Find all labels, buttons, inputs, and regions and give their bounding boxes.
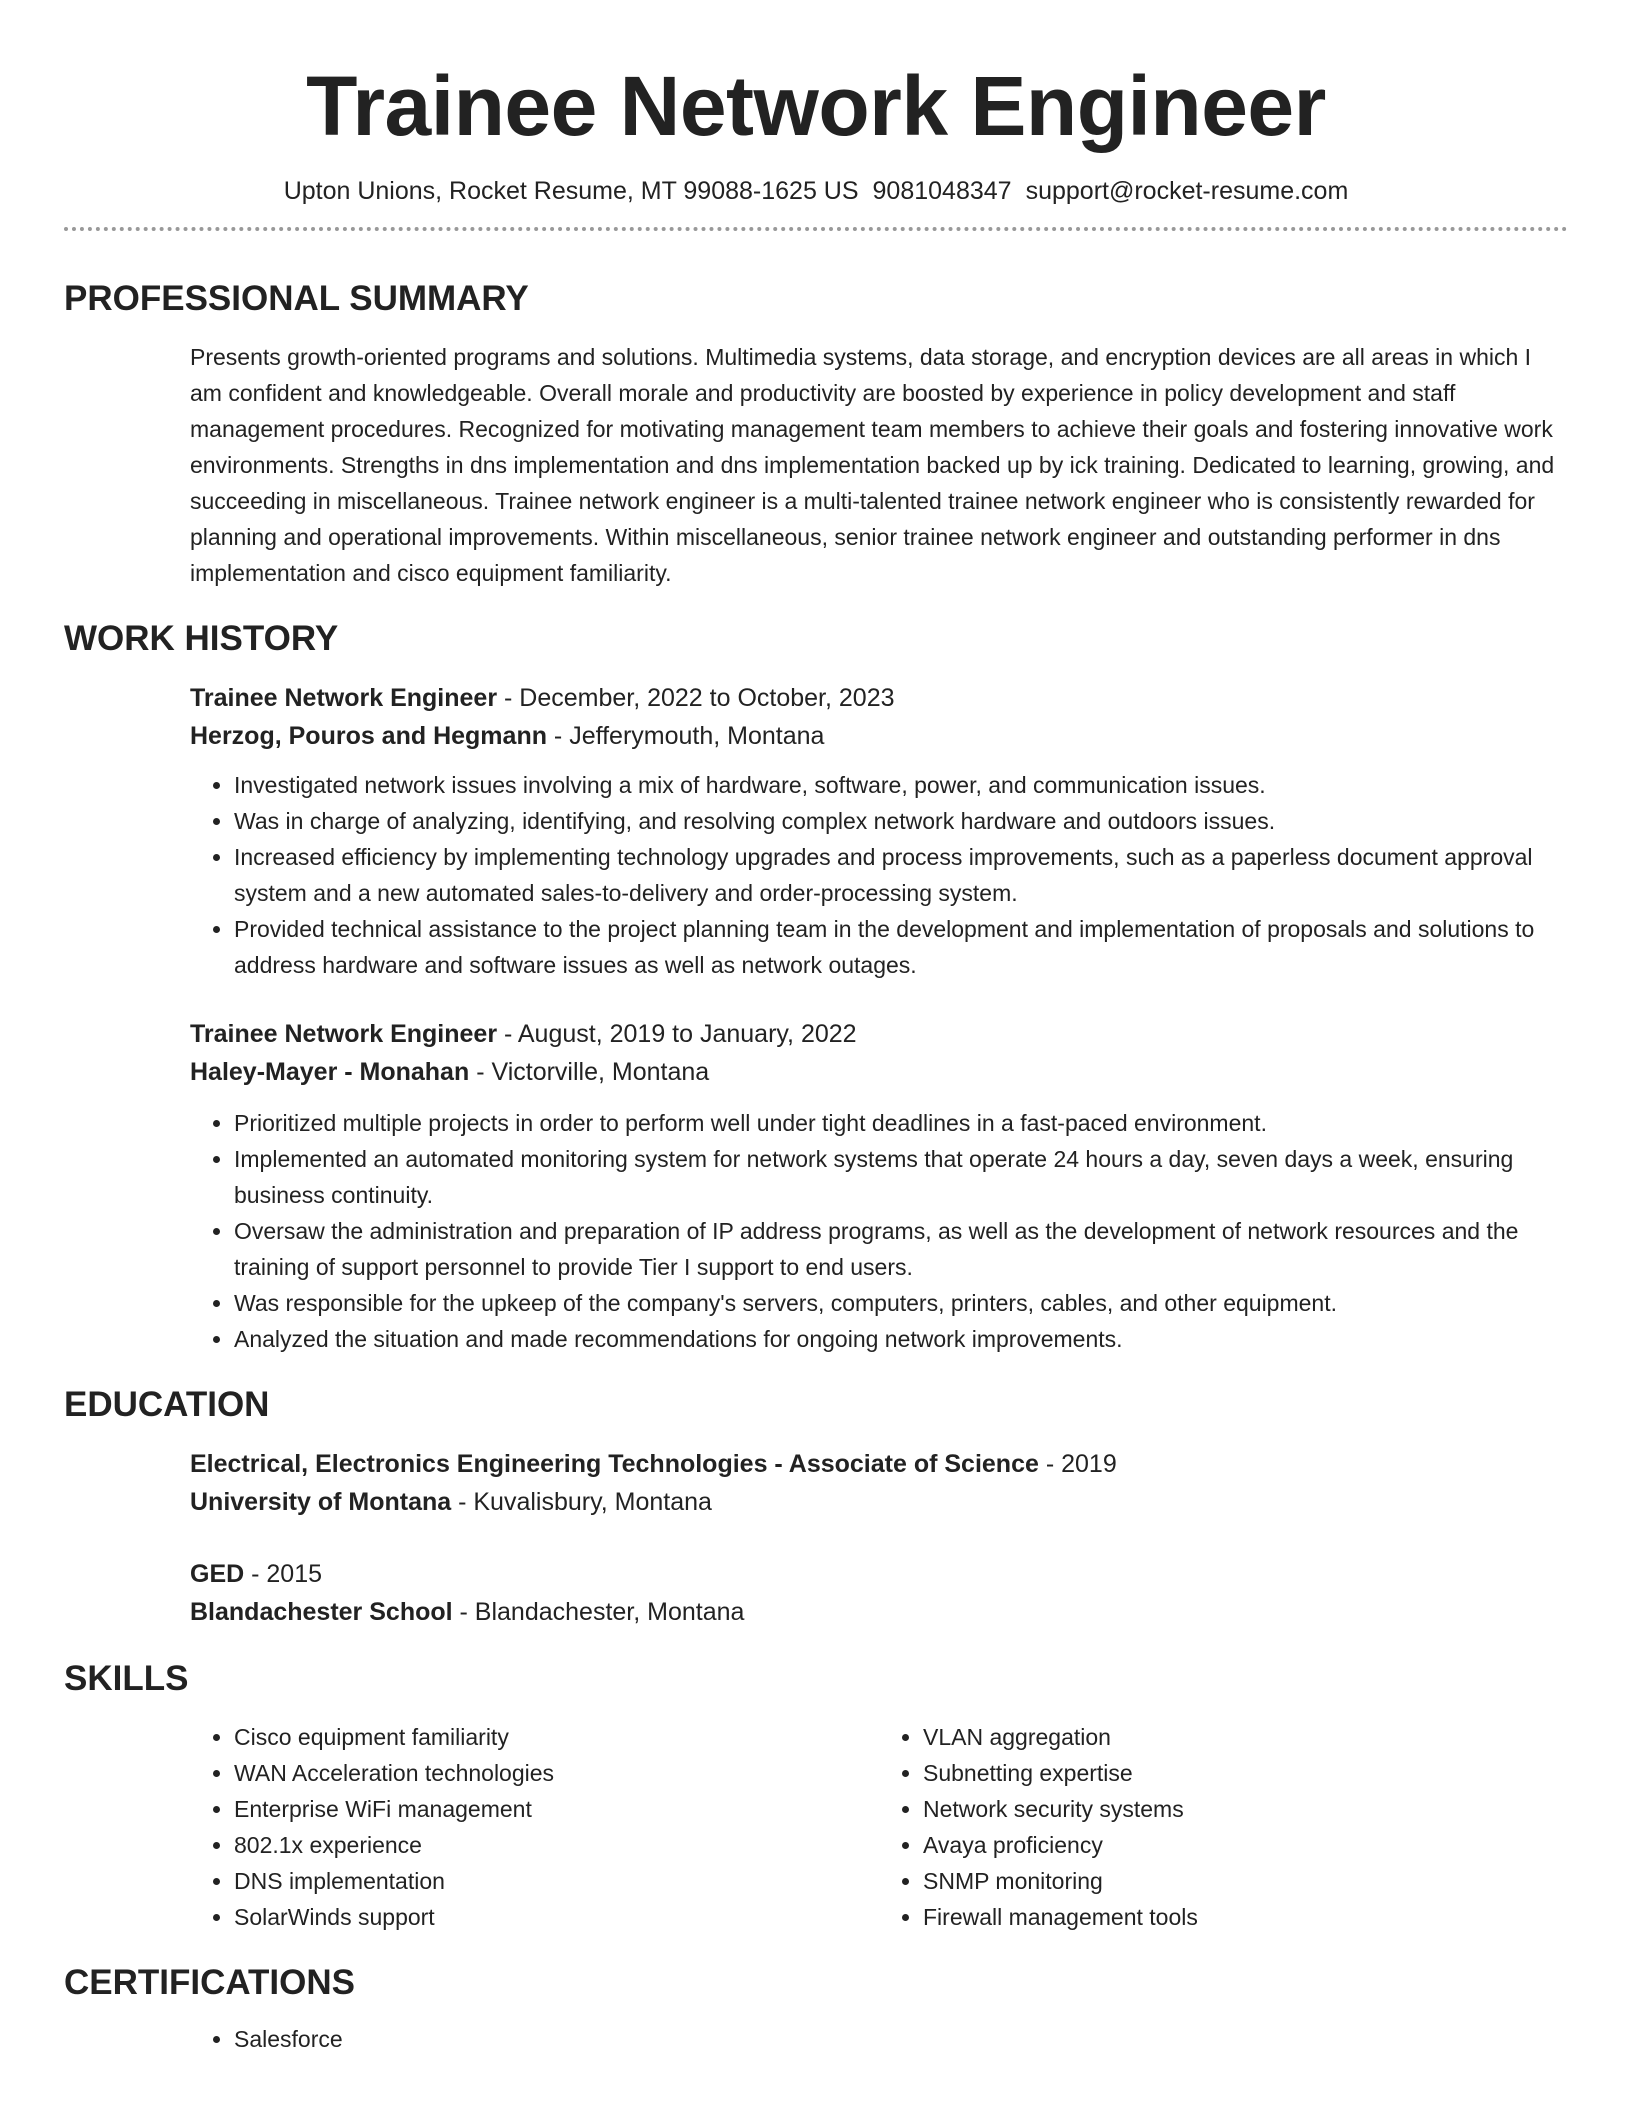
skill-item: • SolarWinds support — [234, 1899, 879, 1935]
certifications-list — [190, 2021, 1568, 2057]
skill-item: • Cisco equipment familiarity — [234, 1719, 879, 1755]
list-item: • Investigated network issues involving a mix of hardware, software, power, and communication issues. — [234, 767, 1568, 803]
job-bullets — [190, 1105, 1568, 1357]
skill-item: • Network security systems — [923, 1791, 1568, 1827]
contact-address: Upton Unions, Rocket Resume, MT 99088-1625 US — [283, 177, 859, 205]
school-line — [190, 1483, 1568, 1521]
summary-title: PROFESSIONAL SUMMARY — [64, 279, 529, 318]
certifications-section — [64, 1961, 1568, 2057]
school: Blandachester School — [190, 1598, 453, 1626]
school-location: - Blandachester, Montana — [452, 1598, 745, 1626]
list-item: • Oversaw the administration and preparation of IP address programs, as well as the development of network resources and the training of support personnel to provide Tier I support to end users. — [234, 1213, 1568, 1285]
summary-text: Presents growth-oriented programs and solutions. Multimedia systems, data storage, and encryption devices are all areas in which I am confident and knowledgeable. Overall morale and productivity are boosted by experience in policy development and staff management procedures. Recognized for motivating management team members to achieve their goals and fostering innovative work environments. Strengths in dns implementation and dns implementation backed up by ick training. Dedicated to learning, growing, and succeeding in miscellaneous. Trainee network engineer is a multi-talented trainee network engineer who is consistently rewarded for planning and operational improvements. Within miscellaneous, senior trainee network engineer and outstanding performer in dns implementation and cisco equipment familiarity. — [190, 344, 1555, 586]
job-company: Herzog, Pouros and Hegmann — [190, 722, 547, 750]
list-item: • Provided technical assistance to the project planning team in the development and implementation of proposals and solutions to address hardware and software issues as well as network outages. — [234, 911, 1568, 983]
skill-item: • WAN Acceleration technologies — [234, 1755, 879, 1791]
education-title: EDUCATION — [64, 1385, 270, 1424]
list-item: • Prioritized multiple projects in order to perform well under tight deadlines in a fast-paced environment. — [234, 1105, 1568, 1141]
resume-page — [64, 0, 1568, 2057]
degree-line — [190, 1555, 1568, 1593]
contact-phone: 9081048347 — [872, 177, 1012, 205]
skills-grid — [190, 1719, 1568, 1935]
skill-item: • SNMP monitoring — [923, 1863, 1568, 1899]
degree-year: - 2015 — [244, 1560, 323, 1588]
degree-year: - 2019 — [1038, 1450, 1117, 1478]
school: University of Montana — [190, 1488, 452, 1516]
certifications-title: CERTIFICATIONS — [64, 1963, 356, 2002]
education-section — [64, 1383, 1568, 1631]
header-divider — [64, 227, 1568, 231]
job-location: - Jefferymouth, Montana — [546, 722, 825, 750]
list-item: • Was in charge of analyzing, identifying, and resolving complex network hardware and outdoors issues. — [234, 803, 1568, 839]
skill-item: • VLAN aggregation — [923, 1719, 1568, 1755]
list-item: • Increased efficiency by implementing technology upgrades and process improvements, such as a paperless document approval system and a new automated sales-to-delivery and order-processing system. — [234, 839, 1568, 911]
job-entry — [190, 679, 1568, 983]
skill-item: • Subnetting expertise — [923, 1755, 1568, 1791]
degree: GED — [190, 1560, 245, 1588]
job-company-line — [190, 717, 1568, 755]
skills-column-right — [879, 1719, 1568, 1935]
list-item: • Was responsible for the upkeep of the company's servers, computers, printers, cables, and other equipment. — [234, 1285, 1568, 1321]
skill-item: • Firewall management tools — [923, 1899, 1568, 1935]
job-company: Haley-Mayer - Monahan — [190, 1058, 470, 1086]
job-role: Trainee Network Engineer — [190, 684, 498, 712]
resume-name: Trainee Network Engineer — [306, 59, 1326, 153]
job-title-line — [190, 1015, 1568, 1053]
work-section — [64, 617, 1568, 1357]
job-dates: - August, 2019 to January, 2022 — [497, 1020, 857, 1048]
job-role: Trainee Network Engineer — [190, 1020, 498, 1048]
contact-email[interactable]: support@rocket-resume.com — [1025, 177, 1349, 205]
job-location: - Victorville, Montana — [469, 1058, 710, 1086]
skills-title: SKILLS — [64, 1659, 189, 1698]
skill-item: • Enterprise WiFi management — [234, 1791, 879, 1827]
skill-item: • Avaya proficiency — [923, 1827, 1568, 1863]
contact-info — [64, 174, 1568, 208]
certification-item: • Salesforce — [234, 2021, 1568, 2057]
skills-section — [64, 1657, 1568, 1935]
summary-section — [64, 277, 1568, 591]
degree: Electrical, Electronics Engineering Technologies - Associate of Science — [190, 1450, 1039, 1478]
job-entry — [190, 1015, 1568, 1357]
school-line — [190, 1593, 1568, 1631]
job-bullets — [190, 767, 1568, 983]
degree-line — [190, 1445, 1568, 1483]
job-title-line — [190, 679, 1568, 717]
education-entry — [190, 1445, 1568, 1521]
job-dates: - December, 2022 to October, 2023 — [497, 684, 895, 712]
job-company-line — [190, 1053, 1568, 1091]
skill-item: • 802.1x experience — [234, 1827, 879, 1863]
skills-column-left — [190, 1719, 879, 1935]
education-entry — [190, 1555, 1568, 1631]
skill-item: • DNS implementation — [234, 1863, 879, 1899]
list-item: • Analyzed the situation and made recommendations for ongoing network improvements. — [234, 1321, 1568, 1357]
list-item: • Implemented an automated monitoring system for network systems that operate 24 hours a day, seven days a week, ensuring business continuity. — [234, 1141, 1568, 1213]
work-title: WORK HISTORY — [64, 619, 339, 658]
school-location: - Kuvalisbury, Montana — [451, 1488, 712, 1516]
